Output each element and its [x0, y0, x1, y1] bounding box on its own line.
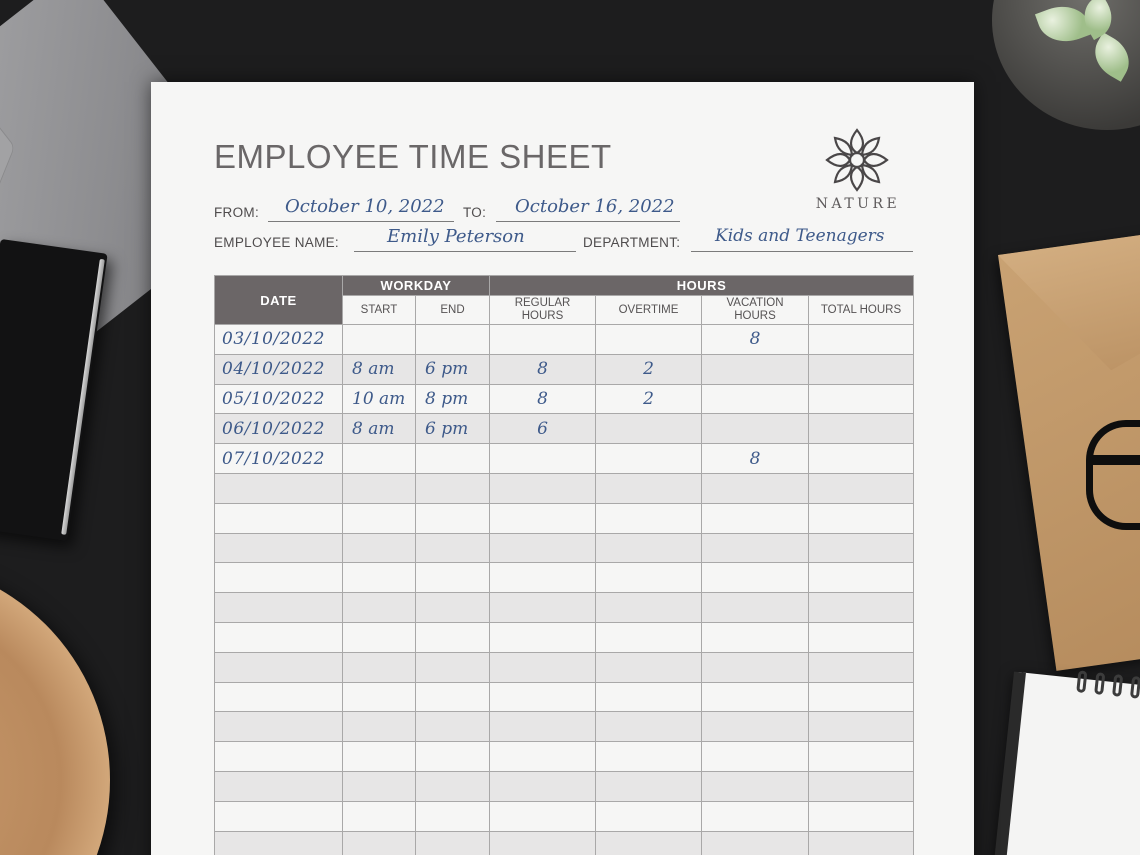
total-hours-cell: [809, 831, 914, 855]
eyeglasses-photo: [1086, 420, 1140, 530]
vacation-hours-cell: [702, 712, 809, 742]
table-row: [215, 652, 914, 682]
overtime-header: OVERTIME: [596, 296, 702, 325]
vacation-hours-cell: [702, 473, 809, 503]
overtime-cell: [596, 533, 702, 563]
regular-hours-cell: [490, 563, 596, 593]
total-hours-cell: [809, 354, 914, 384]
regular-hours-cell: [490, 831, 596, 855]
start-cell: 8 am: [343, 414, 416, 444]
date-header: DATE: [215, 276, 343, 325]
end-cell: [416, 325, 490, 355]
total-hours-cell: [809, 622, 914, 652]
regular-hours-cell: 6: [490, 414, 596, 444]
end-cell: [416, 831, 490, 855]
start-cell: [343, 563, 416, 593]
plant-leaf: [1035, 0, 1093, 50]
vacation-hours-cell: [702, 801, 809, 831]
date-cell: 04/10/2022: [215, 354, 343, 384]
vacation-hours-cell: [702, 831, 809, 855]
spiral-notepad-photo: [995, 672, 1140, 855]
overtime-cell: 2: [596, 354, 702, 384]
end-cell: [416, 503, 490, 533]
start-cell: [343, 444, 416, 474]
timesheet-paper: [151, 82, 974, 855]
total-hours-cell: [809, 801, 914, 831]
start-cell: [343, 801, 416, 831]
overtime-cell: [596, 652, 702, 682]
total-hours-cell: [809, 444, 914, 474]
start-cell: [343, 473, 416, 503]
overtime-cell: [596, 742, 702, 772]
regular-hours-cell: [490, 652, 596, 682]
date-cell: [215, 622, 343, 652]
start-cell: 8 am: [343, 354, 416, 384]
plant-pot-photo: [992, 0, 1140, 130]
total-hours-cell: [809, 682, 914, 712]
total-hours-cell: [809, 384, 914, 414]
table-row: [215, 771, 914, 801]
vacation-hours-cell: [702, 414, 809, 444]
spiral-ring: [1076, 670, 1087, 693]
mandala-logo-icon: [823, 126, 891, 194]
end-cell: [416, 533, 490, 563]
date-cell: 07/10/2022: [215, 444, 343, 474]
end-cell: [416, 801, 490, 831]
table-row: [215, 593, 914, 623]
vacation-hours-cell: [702, 384, 809, 414]
start-cell: [343, 652, 416, 682]
table-row: [215, 533, 914, 563]
regular-hours-cell: [490, 682, 596, 712]
vacation-hours-cell: [702, 593, 809, 623]
vacation-hours-cell: [702, 354, 809, 384]
vacation-hours-header: VACATION HOURS: [702, 296, 809, 325]
overtime-cell: [596, 503, 702, 533]
vacation-hours-cell: [702, 771, 809, 801]
start-cell: [343, 593, 416, 623]
vacation-hours-cell: 8: [702, 325, 809, 355]
overtime-cell: [596, 593, 702, 623]
table-row: [215, 414, 914, 444]
total-hours-cell: [809, 652, 914, 682]
date-cell: [215, 503, 343, 533]
end-cell: [416, 742, 490, 772]
overtime-cell: [596, 444, 702, 474]
table-row: [215, 473, 914, 503]
timesheet-table: [214, 275, 914, 855]
date-cell: 05/10/2022: [215, 384, 343, 414]
vacation-hours-cell: [702, 503, 809, 533]
start-cell: 10 am: [343, 384, 416, 414]
total-hours-cell: [809, 503, 914, 533]
start-header: START: [343, 296, 416, 325]
workday-header: WORKDAY: [343, 276, 490, 296]
regular-hours-cell: [490, 742, 596, 772]
end-cell: [416, 771, 490, 801]
table-row: [215, 325, 914, 355]
start-cell: [343, 622, 416, 652]
spiral-ring: [1094, 672, 1105, 695]
wooden-tray-photo: [0, 560, 110, 855]
table-row: [215, 682, 914, 712]
start-cell: [343, 742, 416, 772]
employee-name-value: Emily Peterson: [387, 226, 525, 247]
total-hours-cell: [809, 593, 914, 623]
date-cell: [215, 682, 343, 712]
total-hours-cell: [809, 563, 914, 593]
regular-hours-cell: [490, 533, 596, 563]
total-hours-cell: [809, 742, 914, 772]
vacation-hours-cell: [702, 563, 809, 593]
overtime-cell: [596, 622, 702, 652]
total-hours-cell: [809, 533, 914, 563]
regular-hours-cell: 8: [490, 354, 596, 384]
regular-hours-cell: [490, 622, 596, 652]
vacation-hours-cell: [702, 742, 809, 772]
date-cell: [215, 801, 343, 831]
employee-name-label: EMPLOYEE NAME:: [214, 235, 339, 250]
to-label: TO:: [463, 205, 487, 220]
overtime-cell: [596, 712, 702, 742]
vacation-hours-cell: [702, 622, 809, 652]
regular-hours-header: REGULAR HOURS: [490, 296, 596, 325]
total-hours-header: TOTAL HOURS: [809, 296, 914, 325]
total-hours-cell: [809, 414, 914, 444]
total-hours-cell: [809, 473, 914, 503]
date-cell: [215, 563, 343, 593]
from-underline: [268, 221, 454, 222]
regular-hours-cell: [490, 444, 596, 474]
from-label: FROM:: [214, 205, 259, 220]
end-cell: [416, 682, 490, 712]
overtime-cell: [596, 473, 702, 503]
overtime-cell: [596, 682, 702, 712]
start-cell: [343, 831, 416, 855]
total-hours-cell: [809, 325, 914, 355]
regular-hours-cell: [490, 325, 596, 355]
total-hours-cell: [809, 771, 914, 801]
laptop-trackpad: [0, 68, 15, 243]
spiral-ring: [1130, 676, 1140, 699]
start-cell: [343, 533, 416, 563]
spiral-ring: [1112, 674, 1123, 697]
table-row: [215, 503, 914, 533]
page-title: EMPLOYEE TIME SHEET: [214, 138, 612, 175]
end-cell: [416, 444, 490, 474]
table-row: [215, 622, 914, 652]
regular-hours-cell: [490, 801, 596, 831]
end-cell: [416, 563, 490, 593]
date-cell: [215, 742, 343, 772]
start-cell: [343, 682, 416, 712]
brand-name: NATURE: [815, 196, 901, 212]
date-cell: [215, 473, 343, 503]
hours-header: HOURS: [490, 276, 914, 296]
regular-hours-cell: [490, 771, 596, 801]
regular-hours-cell: [490, 503, 596, 533]
end-cell: 6 pm: [416, 414, 490, 444]
table-row: [215, 563, 914, 593]
end-cell: [416, 473, 490, 503]
employee-name-underline: [354, 251, 576, 252]
date-cell: 03/10/2022: [215, 325, 343, 355]
department-underline: [691, 251, 913, 252]
department-value: Kids and Teenagers: [715, 226, 885, 246]
table-row: [215, 712, 914, 742]
overtime-cell: 2: [596, 384, 702, 414]
to-value: October 16, 2022: [515, 196, 675, 217]
overtime-cell: [596, 801, 702, 831]
from-value: October 10, 2022: [285, 196, 445, 217]
end-cell: [416, 622, 490, 652]
end-cell: 8 pm: [416, 384, 490, 414]
table-row: [215, 801, 914, 831]
table-row: [215, 444, 914, 474]
end-cell: [416, 652, 490, 682]
date-cell: [215, 771, 343, 801]
overtime-cell: [596, 771, 702, 801]
vacation-hours-cell: [702, 533, 809, 563]
table-row: [215, 831, 914, 855]
vacation-hours-cell: [702, 682, 809, 712]
overtime-cell: [596, 414, 702, 444]
date-cell: [215, 533, 343, 563]
regular-hours-cell: [490, 712, 596, 742]
start-cell: [343, 503, 416, 533]
start-cell: [343, 771, 416, 801]
regular-hours-cell: [490, 593, 596, 623]
vacation-hours-cell: 8: [702, 444, 809, 474]
black-notebook-photo: [0, 239, 108, 541]
regular-hours-cell: [490, 473, 596, 503]
total-hours-cell: [809, 712, 914, 742]
table-row: [215, 384, 914, 414]
date-cell: 06/10/2022: [215, 414, 343, 444]
department-label: DEPARTMENT:: [583, 235, 681, 250]
regular-hours-cell: 8: [490, 384, 596, 414]
end-cell: 6 pm: [416, 354, 490, 384]
table-row: [215, 742, 914, 772]
start-cell: [343, 325, 416, 355]
end-cell: [416, 712, 490, 742]
date-cell: [215, 593, 343, 623]
start-cell: [343, 712, 416, 742]
vacation-hours-cell: [702, 652, 809, 682]
date-cell: [215, 712, 343, 742]
end-cell: [416, 593, 490, 623]
date-cell: [215, 831, 343, 855]
overtime-cell: [596, 325, 702, 355]
overtime-cell: [596, 831, 702, 855]
date-cell: [215, 652, 343, 682]
to-underline: [496, 221, 680, 222]
overtime-cell: [596, 563, 702, 593]
end-header: END: [416, 296, 490, 325]
table-row: [215, 354, 914, 384]
